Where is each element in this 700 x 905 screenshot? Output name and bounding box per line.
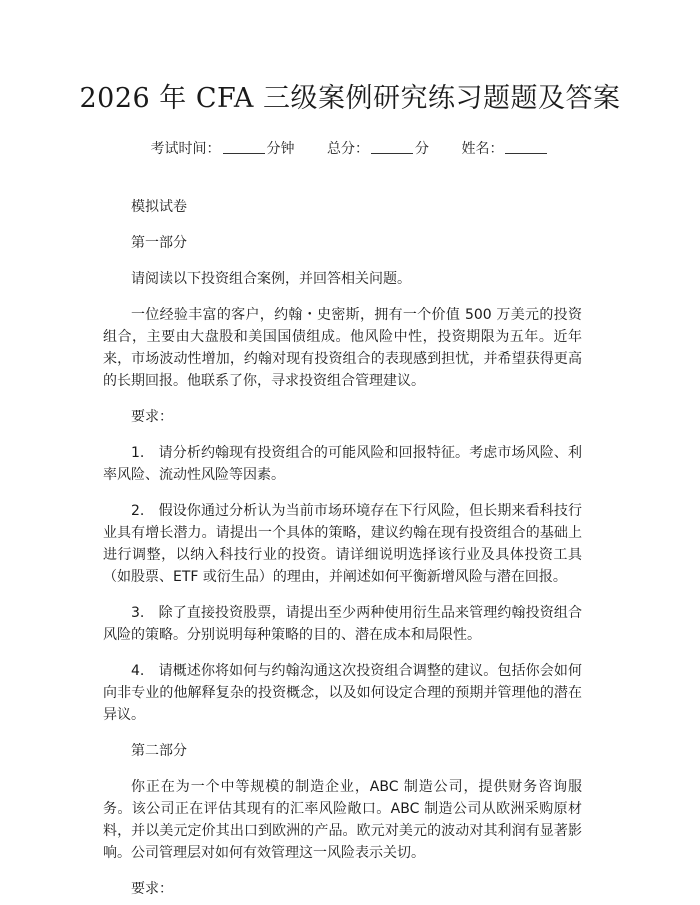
- document-title: 2026 年 CFA 三级案例研究练习题题及答案: [79, 83, 621, 114]
- section-heading-part-one: 第一部分: [131, 235, 187, 251]
- question-4: 4. 请概述你将如何与约翰沟通这次投资组合调整的建议。包括你会如何向非专业的他解释复杂的投资概念，以及如何设定合理的预期并管理他的潜在异议。: [103, 663, 582, 723]
- question-1: 1. 请分析约翰现有投资组合的可能风险和回报特征。考虑市场风险、利率风险、流动性风险等因素。: [103, 445, 582, 483]
- total-score-unit: 分: [415, 141, 429, 157]
- question-2: 2. 假设你通过分析认为当前市场环境存在下行风险，但长期来看科技行业具有增长潜力。请提出一个具体的策略，建议约翰在现有投资组合的基础上进行调整，以纳入科技行业的投资。请详细说明选择该行业及具体投资工具（如股票、ETF 或衍生品）的理由，并阐述如何平衡新增风险与潜在回报。: [103, 503, 582, 585]
- exam-time-label: 考试时间：: [150, 141, 221, 157]
- exam-time-blank: [223, 141, 265, 154]
- requirements-heading-1: 要求：: [131, 409, 173, 425]
- case-paragraph-john: 一位经验丰富的客户，约翰・史密斯，拥有一个价值 500 万美元的投资组合，主要由大盘股和美国国债组成。他风险中性，投资期限为五年。近年来，市场波动性增加，约翰对现有投资组合的表现感到担忧，并希望获得更高的长期回报。他联系了你，寻求投资组合管理建议。: [103, 307, 582, 389]
- student-name: [461, 141, 549, 157]
- exam-meta-line: [0, 138, 700, 158]
- question-3: 3. 除了直接投资股票，请提出至少两种使用衍生品来管理约翰投资组合风险的策略。分别说明每种策略的目的、潜在成本和局限性。: [103, 605, 582, 643]
- student-name-label: 姓名：: [461, 141, 504, 157]
- instruction-paragraph: 请阅读以下投资组合案例，并回答相关问题。: [131, 271, 411, 287]
- exam-time: [151, 141, 295, 157]
- student-name-blank: [505, 141, 547, 154]
- section-heading-mock-exam: 模拟试卷: [131, 199, 187, 215]
- document-body: [103, 196, 582, 900]
- exam-time-unit: 分钟: [266, 141, 295, 157]
- total-score: [327, 141, 429, 157]
- total-score-label: 总分：: [327, 141, 369, 157]
- section-heading-part-two: 第二部分: [131, 743, 187, 759]
- case-paragraph-abc: 你正在为一个中等规模的制造企业，ABC 制造公司，提供财务咨询服务。该公司正在评估其现有的汇率风险敞口。ABC 制造公司从欧洲采购原材料，并以美元定价其出口到欧洲的产品。欧元对美元的波动对其利润有显著影响。公司管理层对如何有效管理这一风险表示关切。: [103, 779, 582, 861]
- requirements-heading-2: 要求：: [131, 881, 173, 897]
- total-score-blank: [371, 141, 413, 154]
